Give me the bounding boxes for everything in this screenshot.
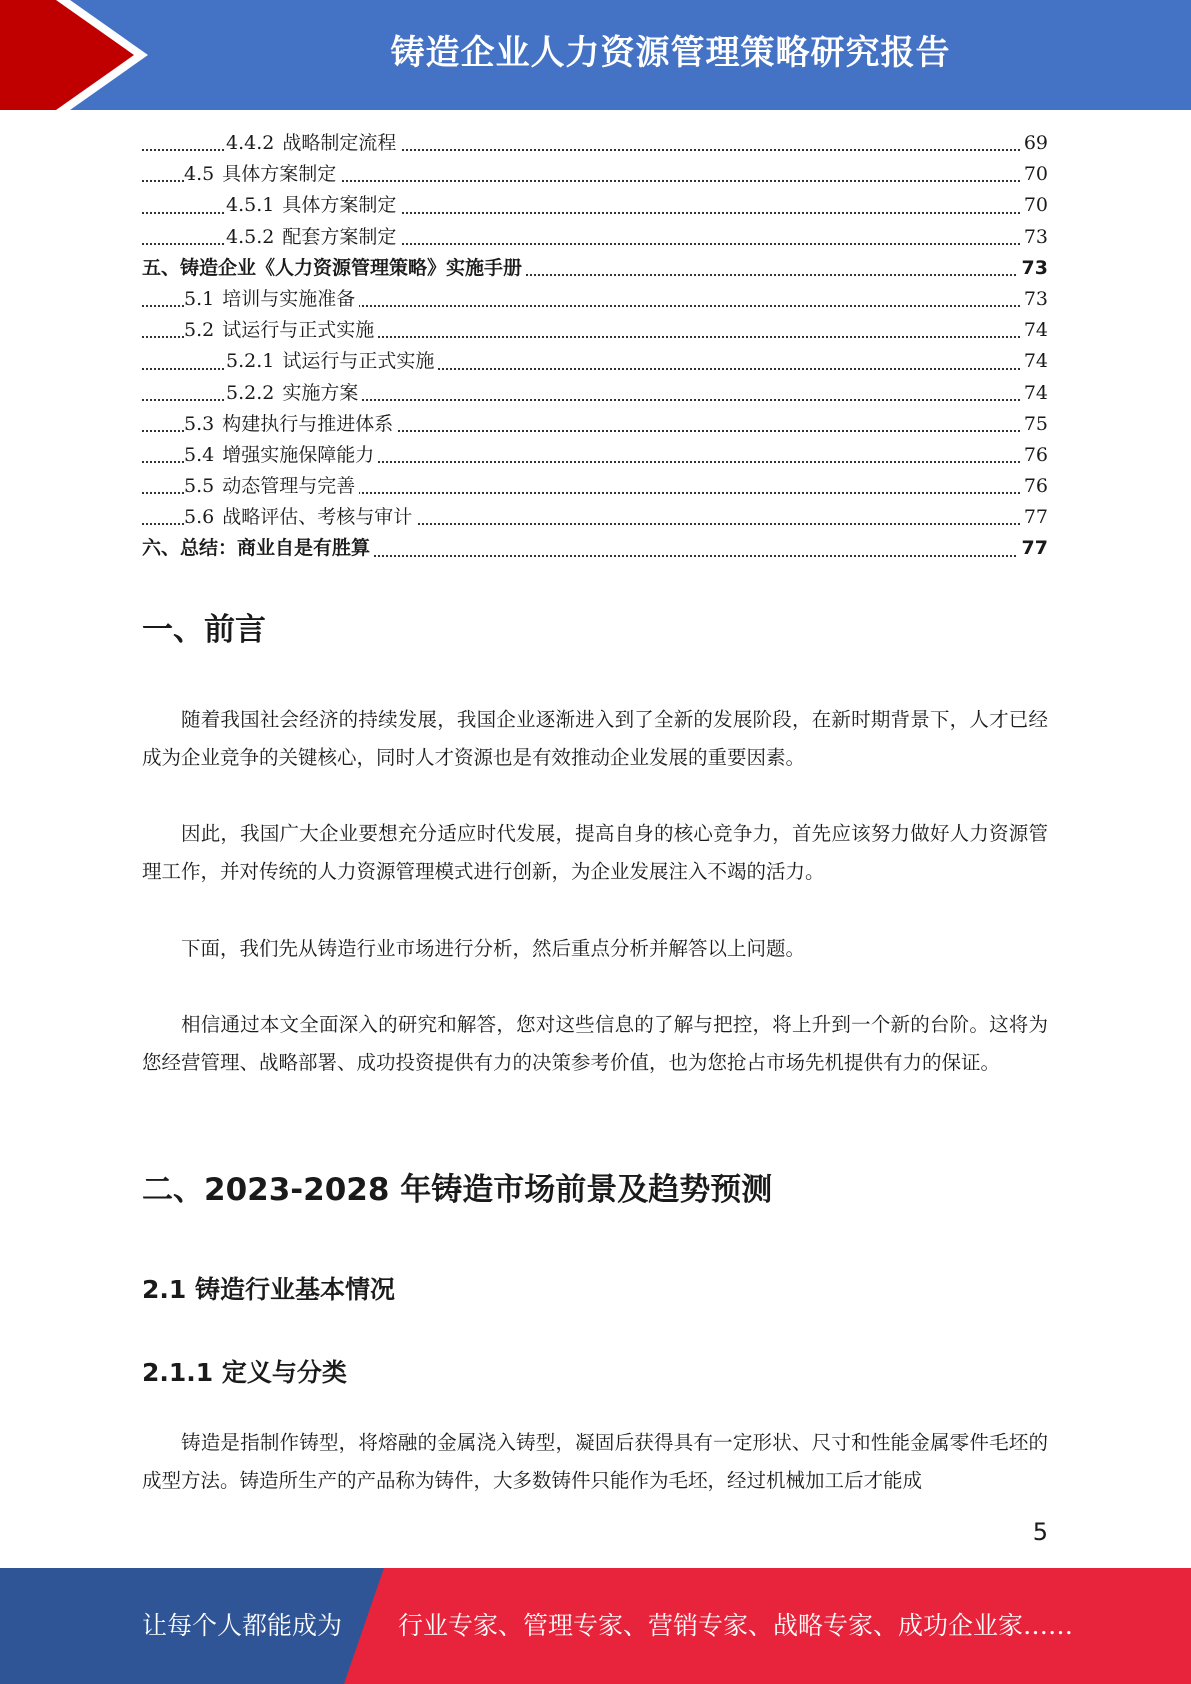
paragraph: 因此，我国广大企业要想充分适应时代发展，提高自身的核心竞争力，首先应该努力做好人力资源管理工作，并对传统的人力资源管理模式进行创新，为企业发展注入不竭的活力。: [142, 822, 1048, 883]
toc-title: 六、总结：商业自是有胜算: [142, 537, 371, 560]
toc-number: 5.1: [184, 287, 215, 310]
toc-title: 五、铸造企业《人力资源管理策略》实施手册: [142, 256, 523, 279]
toc-label: [142, 537, 374, 559]
toc-title: 动态管理与完善: [222, 475, 356, 498]
toc-number: 5.2.2: [226, 381, 275, 404]
toc-label: [226, 226, 400, 248]
toc-page-number: 75: [1020, 409, 1048, 440]
section-heading-preface: 一、前言: [142, 612, 266, 648]
toc-entry[interactable]: [142, 315, 1048, 346]
toc-title: 具体方案制定: [222, 163, 337, 186]
toc-label: [184, 319, 378, 341]
report-title: 铸造企业人力资源管理策略研究报告: [390, 33, 951, 73]
toc-title: 增强实施保障能力: [222, 443, 375, 466]
toc-label: [226, 194, 400, 216]
toc-entry[interactable]: [142, 471, 1048, 502]
paragraph: 相信通过本文全面深入的研究和解答，您对这些信息的了解与把控，将上升到一个新的台阶。这将为您经营管理、战略部署、成功投资提供有力的决策参考价值，也为您抢占市场先机提供有力的保证。: [142, 1013, 1048, 1074]
toc-title: 培训与实施准备: [222, 287, 356, 310]
toc-label: [184, 506, 416, 528]
toc-page-number: 70: [1020, 190, 1048, 221]
toc-title: 实施方案: [282, 381, 359, 404]
toc-title: 试运行与正式实施: [282, 350, 435, 373]
toc-number: 4.4.2: [226, 132, 275, 154]
footer-slogan-left: 让每个人都能成为: [142, 1611, 343, 1640]
toc-label: [142, 257, 526, 279]
toc-entry[interactable]: [142, 440, 1048, 471]
subsubsection-heading: 2.1.1 定义与分类: [142, 1358, 347, 1387]
toc-page-number: 76: [1020, 471, 1048, 502]
toc-number: 4.5.1: [226, 194, 275, 217]
toc-number: 5.6: [184, 506, 215, 529]
toc-entry[interactable]: [142, 409, 1048, 440]
toc-label: [184, 288, 359, 310]
toc-label: [226, 382, 362, 404]
toc-entry[interactable]: [142, 346, 1048, 377]
toc-page-number: 74: [1020, 315, 1048, 346]
toc-title: 构建执行与推进体系: [222, 412, 394, 435]
toc-page-number: 73: [1018, 253, 1048, 284]
paragraph: 铸造是指制作铸型，将熔融的金属浇入铸型，凝固后获得具有一定形状、尺寸和性能金属零件毛坯的成型方法。铸造所生产的产品称为铸件，大多数铸件只能作为毛坯，经过机械加工后才能成: [142, 1431, 1048, 1492]
toc-entry[interactable]: [142, 190, 1048, 221]
toc-label: [184, 475, 359, 497]
toc-label: [184, 444, 378, 466]
subsection-heading: 2.1 铸造行业基本情况: [142, 1275, 395, 1304]
page-header: [0, 0, 1191, 110]
toc-page-number: 77: [1020, 502, 1048, 533]
toc-number: 4.5: [184, 163, 215, 186]
toc-page-number: 76: [1020, 440, 1048, 471]
toc-page-number: 73: [1020, 284, 1048, 315]
footer-slogan-right: 行业专家、管理专家、营销专家、战略专家、成功企业家……: [398, 1611, 1074, 1640]
toc-title: 具体方案制定: [282, 194, 397, 217]
toc-label: [184, 163, 340, 185]
toc-page-number: 69: [1020, 128, 1048, 159]
toc-number: 5.5: [184, 475, 215, 498]
table-of-contents: [142, 128, 1048, 565]
toc-entry[interactable]: [142, 378, 1048, 409]
toc-number: 5.2: [184, 319, 215, 342]
header-arrow-icon: [0, 0, 160, 110]
toc-label: [184, 413, 397, 435]
toc-title: 试运行与正式实施: [222, 319, 375, 342]
toc-page-number: 70: [1020, 159, 1048, 190]
paragraph: 下面，我们先从铸造行业市场进行分析，然后重点分析并解答以上问题。: [181, 937, 806, 960]
toc-title: 战略制定流程: [282, 132, 397, 154]
toc-entry[interactable]: [142, 159, 1048, 190]
toc-entry[interactable]: [142, 533, 1048, 564]
toc-number: 4.5.2: [226, 225, 275, 248]
toc-entry[interactable]: [142, 253, 1048, 284]
toc-page-number: 74: [1020, 378, 1048, 409]
page-number: 5: [1032, 1518, 1048, 1546]
toc-label: [226, 350, 438, 372]
toc-page-number: 74: [1020, 346, 1048, 377]
toc-title: 战略评估、考核与审计: [222, 506, 413, 529]
toc-number: 5.2.1: [226, 350, 275, 373]
toc-label: [226, 132, 400, 154]
toc-page-number: 73: [1020, 222, 1048, 253]
toc-entry[interactable]: [142, 502, 1048, 533]
section-heading-market: 二、2023-2028 年铸造市场前景及趋势预测: [142, 1172, 773, 1208]
toc-number: 5.4: [184, 443, 215, 466]
toc-entry[interactable]: [142, 222, 1048, 253]
toc-entry[interactable]: [142, 284, 1048, 315]
page-footer: [0, 1568, 1191, 1684]
toc-title: 配套方案制定: [282, 225, 397, 248]
toc-number: 5.3: [184, 412, 215, 435]
toc-entry[interactable]: [142, 128, 1048, 159]
toc-page-number: 77: [1018, 533, 1048, 564]
paragraph: 随着我国社会经济的持续发展，我国企业逐渐进入到了全新的发展阶段，在新时期背景下，人才已经成为企业竞争的关键核心，同时人才资源也是有效推动企业发展的重要因素。: [142, 708, 1048, 769]
